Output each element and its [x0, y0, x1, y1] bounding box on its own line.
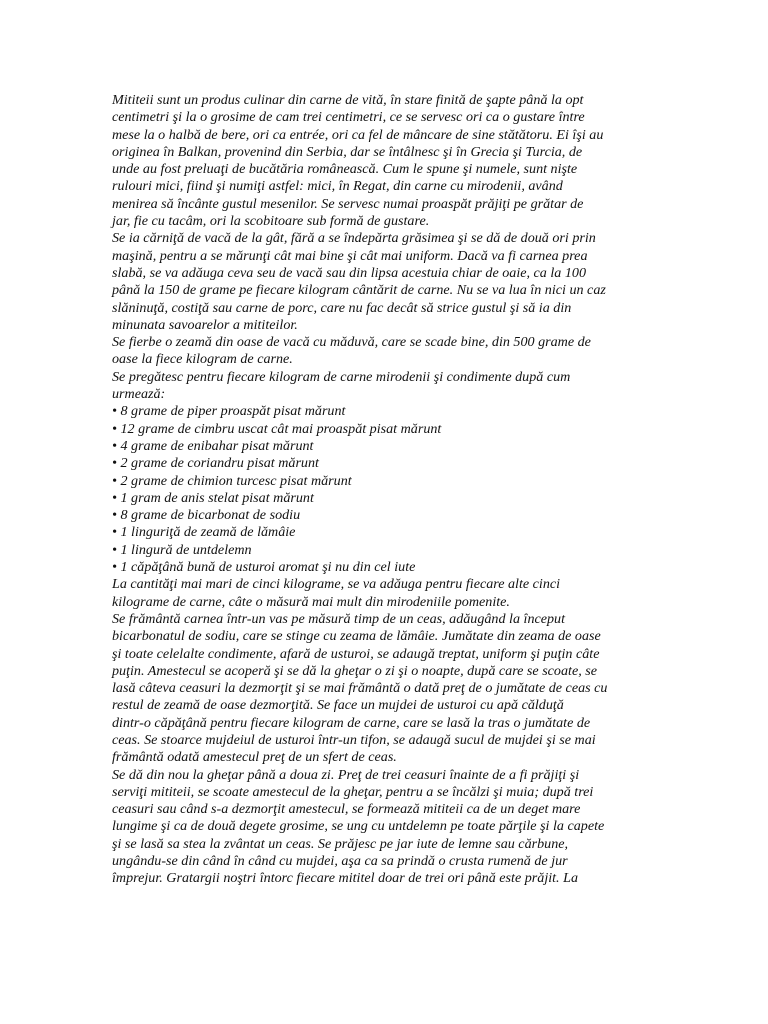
text-line: maşină, pentru a se mărunţi cât mai bine şi cât mai uniform. Dacă va fi carnea prea [112, 247, 588, 264]
list-item: • 2 grame de chimion turcesc pisat mărunt [112, 472, 352, 489]
text-line: urmează: [112, 386, 166, 403]
list-item: • 1 gram de anis stelat pisat mărunt [112, 489, 314, 506]
text-line: puţin. Amestecul se acoperă şi se dă la gheţar o zi şi o noapte, după care se scoate, se [112, 662, 597, 679]
text-line: serviţi mititeii, se scoate amestecul de la gheţar, pentru a se încălzi şi muia; după trei [112, 783, 594, 800]
text-line: unde au fost preluaţi de bucătăria românească. Cum le spune şi numele, sunt nişte [112, 161, 578, 178]
text-line: slăninuţă, costiţă sau carne de porc, care nu fac decât să strice gustul şi să ia din [112, 299, 572, 316]
text-line: Se frământă carnea într-un vas pe măsură timp de un ceas, adăugând la început [112, 610, 566, 627]
text-line: kilograme de carne, câte o măsură mai mult din mirodeniile pomenite. [112, 593, 510, 610]
text-line: mese la o halbă de bere, ori ca entrée, ori ca fel de mâncare de sine stătătoru. Ei îşi au [112, 126, 604, 143]
list-item: • 8 grame de piper proaspăt pisat mărunt [112, 403, 346, 420]
text-line: originea în Balkan, provenind din Serbia, dar se întâlnesc şi în Grecia şi Turcia, de [112, 143, 583, 160]
text-line: frământă odată amestecul preţ de un sfert de ceas. [112, 749, 397, 766]
text-line: lasă câteva ceasuri la dezmorţit şi se mai frământă o dată preţ de o jumătate de ceas cu [112, 680, 608, 697]
text-line: Se pregătesc pentru fiecare kilogram de carne mirodenii şi condimente după cum [112, 368, 571, 385]
text-line: oase la fiece kilogram de carne. [112, 351, 293, 368]
text-line: împrejur. Gratargii noştri întorc fiecare mititel doar de trei ori până este prăjit. La [112, 870, 578, 887]
text-line: Se fierbe o zeamă din oase de vacă cu măduvă, care se scade bine, din 500 grame de [112, 334, 591, 351]
text-line: bicarbonatul de sodiu, care se stinge cu zeama de lămâie. Jumătate din zeama de oase [112, 628, 601, 645]
text-line: jar, fie cu tacâm, ori la scobitoare sub formă de gustare. [112, 213, 430, 230]
text-line: Se dă din nou la gheţar până a doua zi. Preţ de trei ceasuri înainte de a fi prăjiţi şi [112, 766, 580, 783]
text-line: şi se lasă sa stea la zvântat un ceas. Se prăjesc pe jar iute de lemne sau cărbune, [112, 835, 569, 852]
text-line: dintr-o căpăţână pentru fiecare kilogram de carne, care se lasă la tras o jumătate de [112, 714, 591, 731]
list-item: • 1 lingură de untdelemn [112, 541, 252, 558]
list-item: • 12 grame de cimbru uscat cât mai proaspăt pisat mărunt [112, 420, 442, 437]
text-line: La cantităţi mai mari de cinci kilograme, se va adăuga pentru fiecare alte cinci [112, 576, 561, 593]
text-line: ceasuri sau când s-a dezmorţit amestecul, se formează mititeii ca de un deget mare [112, 801, 581, 818]
list-item: • 4 grame de enibahar pisat mărunt [112, 437, 314, 454]
text-line: minunata savoarelor a mititeilor. [112, 316, 298, 333]
text-line: menirea să încânte gustul mesenilor. Se servesc numai proaspăt prăjiţi pe grătar de [112, 195, 584, 212]
text-line: centimetri şi la o grosime de cam trei centimetri, ce se servesc ori ca o gustare între [112, 109, 585, 126]
text-line: restul de zeamă de oase dezmorţită. Se face un mujdei de usturoi cu apă călduţă [112, 697, 564, 714]
text-line: ungându-se din când în când cu mujdei, aşa ca sa prindă o crusta rumenă de jur [112, 853, 568, 870]
list-item: • 1 căpăţână bună de usturoi aromat şi nu din cel iute [112, 559, 416, 576]
text-line: slabă, se va adăuga ceva seu de vacă sau din lipsa acestuia chiar de oaie, ca la 100 [112, 264, 587, 281]
list-item: • 1 linguriţă de zeamă de lămâie [112, 524, 296, 541]
text-line: lungime şi ca de două degete grosime, se ung cu untdelemn pe toate părţile şi la capete [112, 818, 605, 835]
text-line: rulouri mici, fiind şi numiţi astfel: mici, în Regat, din carne cu mirodenii, având [112, 178, 563, 195]
list-item: • 8 grame de bicarbonat de sodiu [112, 507, 301, 524]
text-line: ceas. Se stoarce mujdeiul de usturoi într-un tifon, se adaugă sucul de mujdei şi se mai [112, 731, 596, 748]
text-line: până la 150 de grame pe fiecare kilogram cântărit de carne. Nu se va lua în nici un caz [112, 282, 606, 299]
text-line: Mititeii sunt un produs culinar din carne de vită, în stare finită de şapte până la opt [112, 92, 584, 108]
text-line: şi toate celelalte condimente, afară de usturoi, se adaugă treptat, uniform şi puţin câte [112, 645, 600, 662]
list-item: • 2 grame de coriandru pisat mărunt [112, 455, 319, 472]
text-line: Se ia cărniţă de vacă de la gât, fără a se îndepărta grăsimea şi se dă de două ori prin [112, 230, 596, 247]
document-page [112, 92, 657, 888]
